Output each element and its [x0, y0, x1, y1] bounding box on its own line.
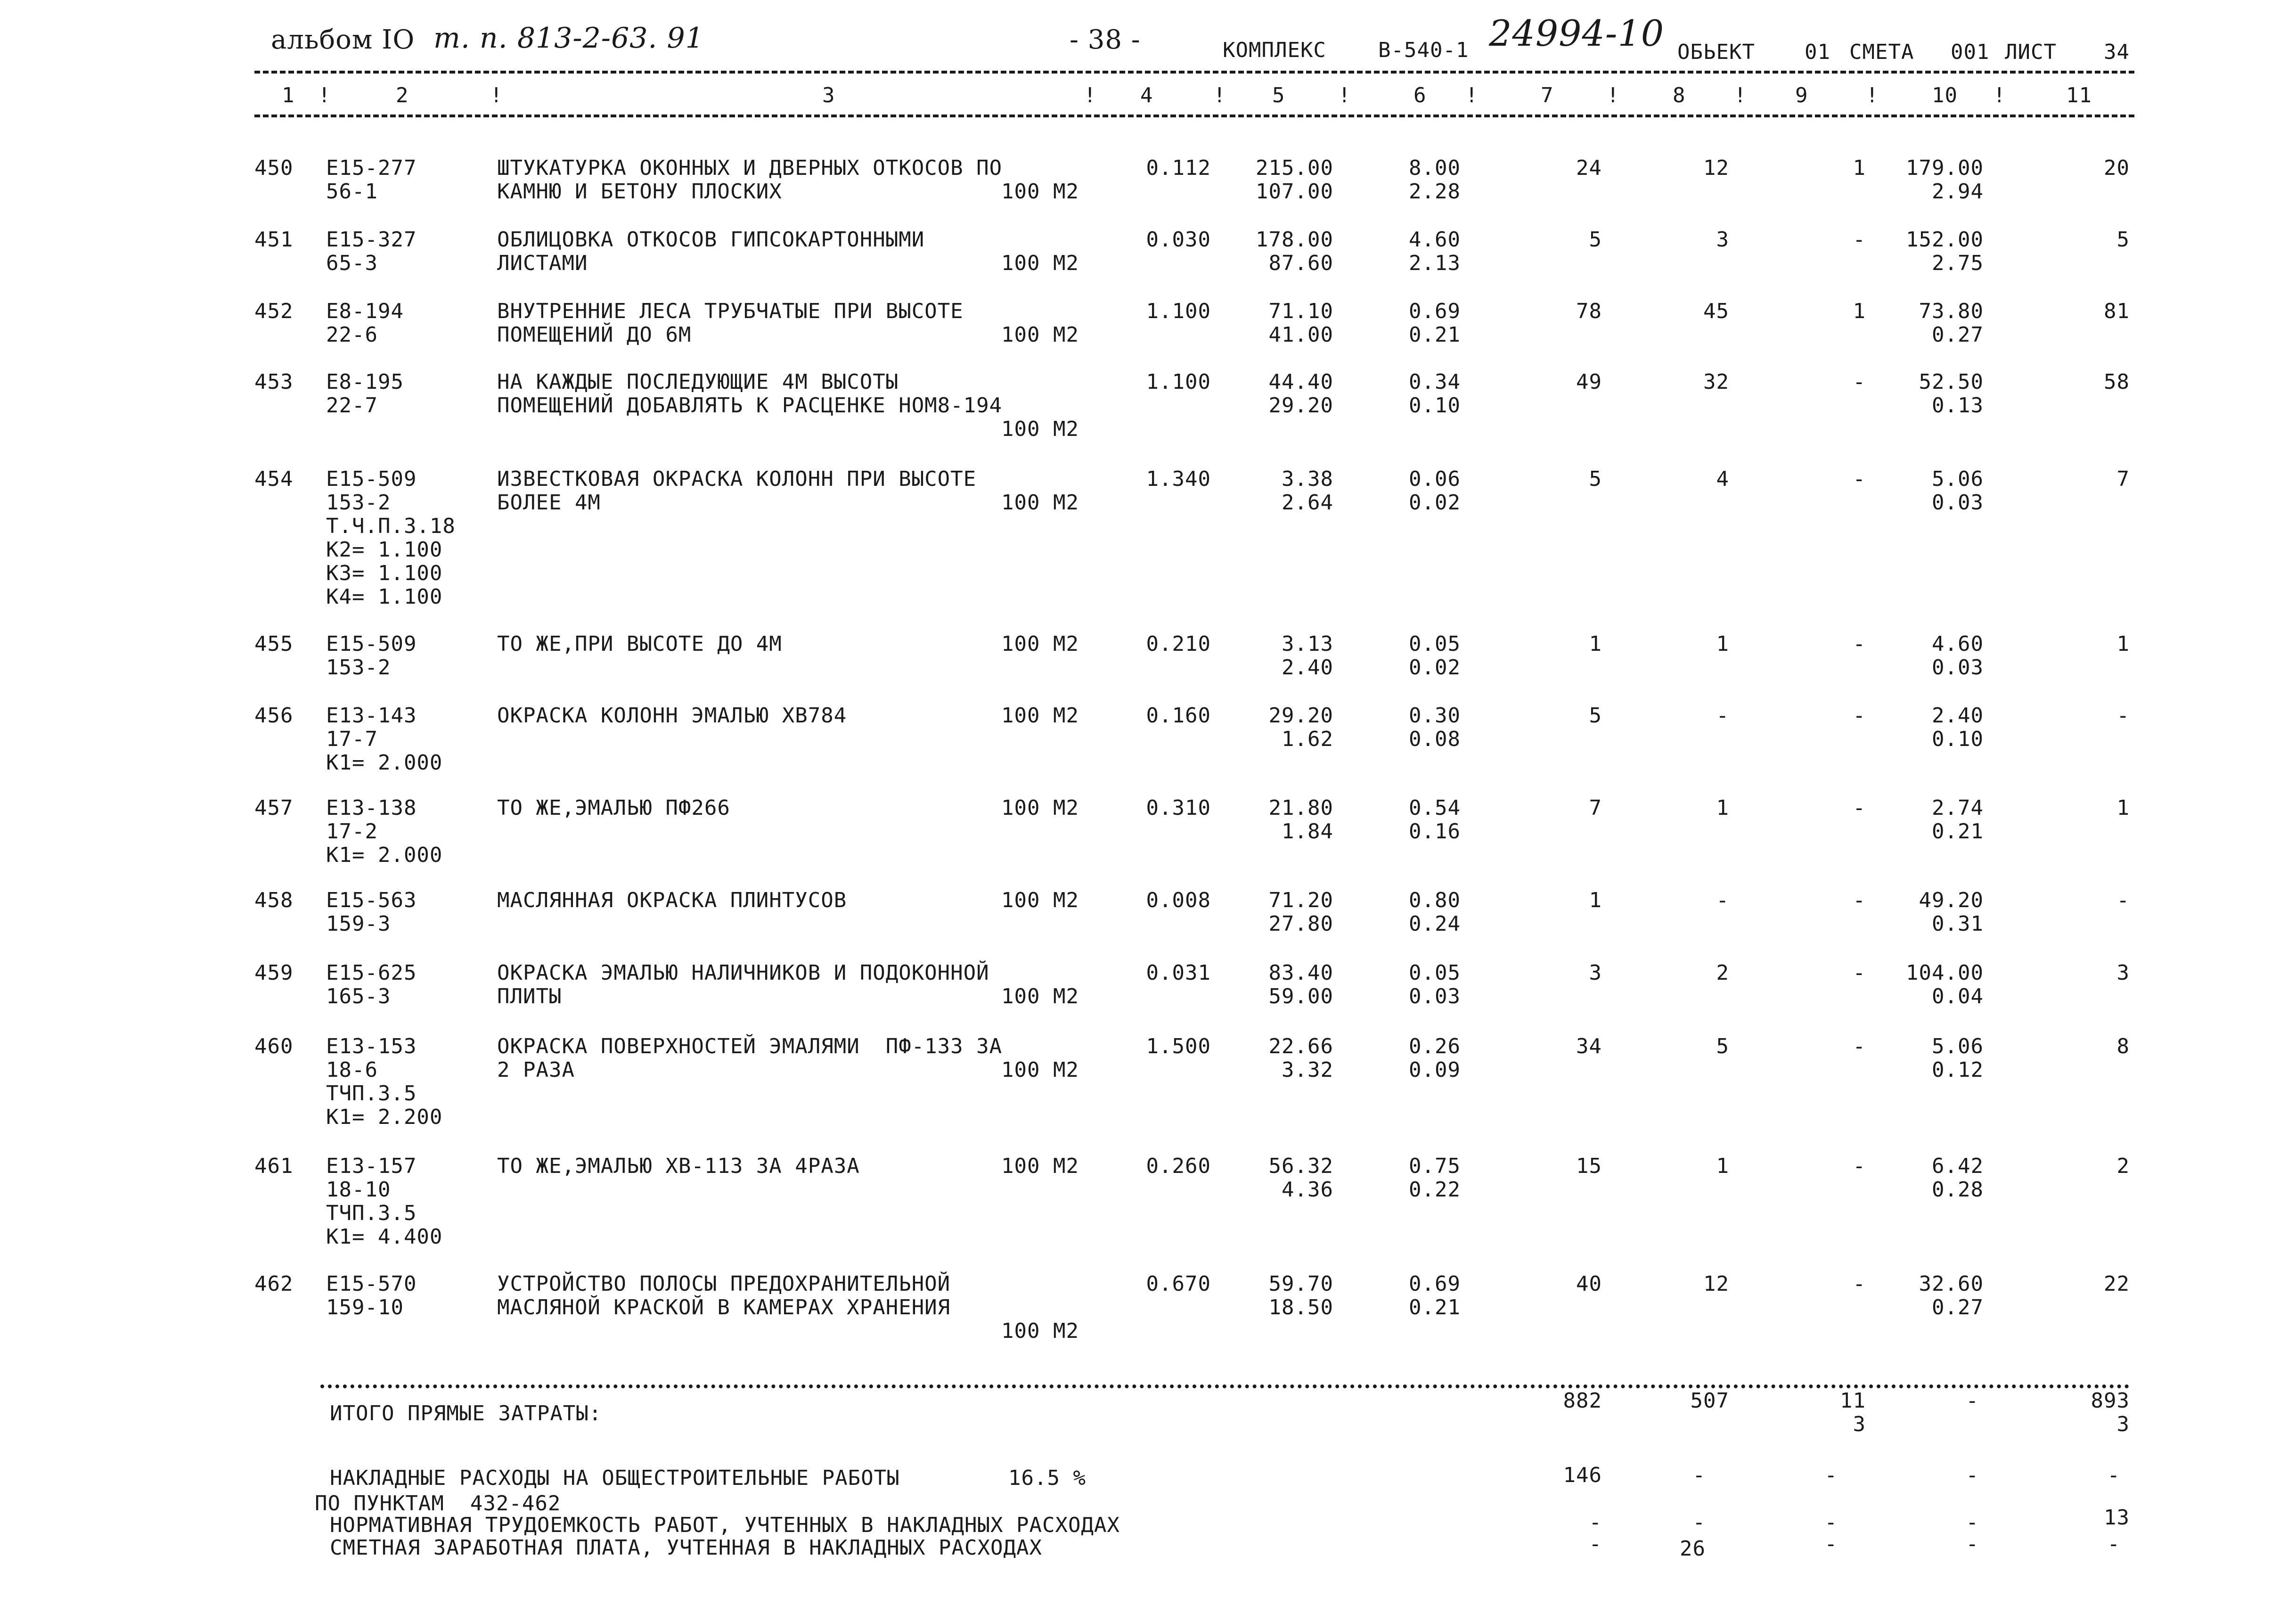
row-code-line: 65-3 [326, 251, 378, 275]
row-col6-total: 0.06 [1409, 467, 1461, 491]
column-separator: ! [490, 83, 503, 107]
row-unit: 100 М2 [1001, 251, 1079, 275]
column-number: 7 [1541, 83, 1554, 107]
row-quantity: 1.340 [1146, 467, 1211, 491]
row-description-line: ПОМЕЩЕНИЙ ДОБАВЛЯТЬ К РАСЦЕНКЕ НОМ8-194 [497, 393, 1003, 418]
row-col11: - [2116, 704, 2130, 728]
row-col5-wage: 41.00 [1268, 323, 1333, 347]
row-unit: 100 М2 [1001, 491, 1079, 515]
row-code-line: Е15-277 [326, 156, 417, 180]
row-col10-total: 6.42 [1932, 1154, 1984, 1178]
row-code-line: Е15-509 [326, 467, 417, 491]
overhead-line-3: НОРМАТИВНАЯ ТРУДОЕМКОСТЬ РАБОТ, УЧТЕННЫХ В НАКЛАДНЫХ РАСХОДАХ [330, 1513, 1120, 1537]
row-code-line: 18-10 [326, 1178, 391, 1202]
row-col10-wage: 0.27 [1932, 1295, 1984, 1319]
row-col10-total: 5.06 [1932, 467, 1984, 491]
row-col5-total: 178.00 [1256, 228, 1333, 252]
row-col10-total: 152.00 [1906, 228, 1984, 252]
row-col7: 5 [1589, 704, 1602, 728]
row-col7: 3 [1589, 961, 1602, 985]
row-col5-total: 3.13 [1282, 632, 1333, 656]
row-col5-total: 3.38 [1282, 467, 1333, 491]
row-unit: 100 М2 [1001, 704, 1079, 728]
row-col5-total: 59.70 [1268, 1272, 1333, 1296]
column-separator: ! [1213, 83, 1226, 107]
overhead-line-1: НАКЛАДНЫЕ РАСХОДЫ НА ОБЩЕСТРОИТЕЛЬНЫЕ РАБОТЫ [330, 1466, 900, 1490]
row-unit: 100 М2 [1001, 323, 1079, 347]
row-col6-wage: 0.21 [1409, 1295, 1461, 1319]
row-unit: 100 М2 [1001, 180, 1079, 204]
row-quantity: 0.260 [1146, 1154, 1211, 1178]
column-separator: ! [1607, 83, 1620, 107]
row-col8: 12 [1703, 156, 1729, 180]
row-col6-wage: 0.24 [1409, 912, 1461, 936]
row-col10-wage: 0.31 [1932, 912, 1984, 936]
overhead-r4-col9: - [1824, 1532, 1838, 1556]
column-number: 6 [1414, 83, 1427, 107]
row-col8: - [1716, 888, 1729, 912]
row-col7: 5 [1589, 228, 1602, 252]
overhead-r4-col8: 26 [1680, 1537, 1706, 1561]
column-number: 1 [282, 83, 295, 107]
row-col11: 8 [2116, 1034, 2130, 1058]
row-col10-wage: 0.12 [1932, 1058, 1984, 1082]
row-unit: 100 М2 [1001, 632, 1079, 656]
row-number: 460 [254, 1034, 294, 1058]
sheet-value: 34 [2104, 40, 2130, 64]
row-col11: 2 [2116, 1154, 2130, 1178]
row-quantity: 1.100 [1146, 299, 1211, 323]
row-number: 453 [254, 370, 294, 394]
row-code-line: К4= 1.100 [326, 585, 443, 609]
row-col10-total: 49.20 [1919, 888, 1984, 912]
totals-col7: 882 [1563, 1389, 1602, 1413]
row-code-line: Е15-563 [326, 888, 417, 912]
row-col6-total: 0.30 [1409, 704, 1461, 728]
row-col10-total: 73.80 [1919, 299, 1984, 323]
row-code-line: Е13-143 [326, 704, 417, 728]
row-col8: 45 [1703, 299, 1729, 323]
row-col6-wage: 0.16 [1409, 819, 1461, 844]
row-unit: 100 М2 [1001, 888, 1079, 912]
row-quantity: 0.210 [1146, 632, 1211, 656]
row-col10-wage: 0.03 [1932, 491, 1984, 515]
row-col10-wage: 0.04 [1932, 984, 1984, 1008]
column-number: 3 [822, 83, 835, 107]
row-col8: 12 [1703, 1272, 1729, 1296]
column-separator: ! [1734, 83, 1747, 107]
totals-col9-second: 3 [1853, 1412, 1866, 1436]
row-description-line: ПЛИТЫ [497, 984, 562, 1008]
row-quantity: 0.008 [1146, 888, 1211, 912]
row-col6-wage: 0.08 [1409, 727, 1461, 751]
row-col11: 1 [2116, 796, 2130, 820]
row-col10-wage: 0.13 [1932, 393, 1984, 418]
row-code-line: 153-2 [326, 655, 391, 680]
row-col8: 4 [1716, 467, 1729, 491]
row-number: 461 [254, 1154, 294, 1178]
row-code-line: 159-3 [326, 912, 391, 936]
row-col5-total: 21.80 [1268, 796, 1333, 820]
row-col7: 1 [1589, 632, 1602, 656]
row-code-line: Е15-327 [326, 228, 417, 252]
row-col5-wage: 87.60 [1268, 251, 1333, 275]
overhead-r1-col11: - [2107, 1463, 2120, 1487]
row-col7: 40 [1576, 1272, 1602, 1296]
row-number: 459 [254, 961, 294, 985]
row-col10-wage: 0.28 [1932, 1178, 1984, 1202]
row-number: 456 [254, 704, 294, 728]
row-col10-total: 4.60 [1932, 632, 1984, 656]
totals-col8: 507 [1690, 1389, 1729, 1413]
column-number: 9 [1795, 83, 1808, 107]
row-number: 454 [254, 467, 294, 491]
row-col5-total: 29.20 [1268, 704, 1333, 728]
row-code-line: Е13-153 [326, 1034, 417, 1058]
column-separator: ! [1338, 83, 1351, 107]
row-col11: 58 [2104, 370, 2130, 394]
row-col9: - [1853, 704, 1866, 728]
row-description-line: МАСЛЯНОЙ КРАСКОЙ В КАМЕРАХ ХРАНЕНИЯ [497, 1295, 951, 1319]
row-col6-total: 4.60 [1409, 228, 1461, 252]
overhead-r4-col10: - [1966, 1532, 1979, 1556]
row-col6-wage: 2.28 [1409, 180, 1461, 204]
row-col10-total: 52.50 [1919, 370, 1984, 394]
row-number: 452 [254, 299, 294, 323]
row-col5-wage: 59.00 [1268, 984, 1333, 1008]
row-col6-wage: 0.03 [1409, 984, 1461, 1008]
complex-code: В-540-1 [1378, 38, 1469, 62]
row-unit: 100 М2 [1001, 984, 1079, 1008]
row-col5-wage: 2.64 [1282, 491, 1333, 515]
row-col6-wage: 0.22 [1409, 1178, 1461, 1202]
row-col5-total: 22.66 [1268, 1034, 1333, 1058]
row-description-line: МАСЛЯННАЯ ОКРАСКА ПЛИНТУСОВ [497, 888, 847, 912]
column-number: 4 [1140, 83, 1153, 107]
row-number: 458 [254, 888, 294, 912]
overhead-r4-col7: - [1589, 1532, 1602, 1556]
row-description-line: ЛИСТАМИ [497, 251, 588, 275]
row-col6-total: 0.75 [1409, 1154, 1461, 1178]
row-number: 462 [254, 1272, 294, 1296]
row-col10-total: 32.60 [1919, 1272, 1984, 1296]
row-quantity: 1.500 [1146, 1034, 1211, 1058]
estimate-value: 001 [1951, 40, 1990, 64]
overhead-percent: 16.5 % [1008, 1466, 1086, 1490]
row-quantity: 0.112 [1146, 156, 1211, 180]
row-col5-wage: 18.50 [1268, 1295, 1333, 1319]
row-col10-total: 2.74 [1932, 796, 1984, 820]
row-col5-wage: 2.40 [1282, 655, 1333, 680]
row-col10-wage: 0.10 [1932, 727, 1984, 751]
row-col6-wage: 0.02 [1409, 491, 1461, 515]
row-quantity: 0.160 [1146, 704, 1211, 728]
row-description-line: ТО ЖЕ,ЭМАЛЬЮ ПФ266 [497, 796, 730, 820]
column-separator: ! [1084, 83, 1097, 107]
row-number: 451 [254, 228, 294, 252]
row-col6-total: 0.80 [1409, 888, 1461, 912]
row-number: 450 [254, 156, 294, 180]
column-separator: ! [318, 83, 331, 107]
overhead-r1-col7: 146 [1563, 1463, 1602, 1487]
row-col9: - [1853, 961, 1866, 985]
row-col9: - [1853, 1034, 1866, 1058]
row-col5-wage: 1.62 [1282, 727, 1333, 751]
row-quantity: 1.100 [1146, 370, 1211, 394]
overhead-r3-col11: 13 [2104, 1506, 2130, 1530]
row-col11: 81 [2104, 299, 2130, 323]
row-col9: - [1853, 632, 1866, 656]
row-col7: 5 [1589, 467, 1602, 491]
complex-label: КОМПЛЕКС [1223, 38, 1326, 62]
row-col6-total: 0.05 [1409, 961, 1461, 985]
row-code-line: К2= 1.100 [326, 538, 443, 562]
totals-col9: 11 [1840, 1389, 1866, 1413]
row-unit: 100 М2 [1001, 1154, 1079, 1178]
row-col8: 1 [1716, 1154, 1729, 1178]
row-description-line: ОКРАСКА ПОВЕРХНОСТЕЙ ЭМАЛЯМИ ПФ-133 ЗА [497, 1034, 1003, 1058]
tp-number: т. п. 813-2-63. 91 [433, 22, 704, 55]
row-col11: 22 [2104, 1272, 2130, 1296]
estimate-label: СМЕТА [1849, 40, 1914, 64]
row-code-line: 17-2 [326, 819, 378, 844]
row-description-line: БОЛЕЕ 4М [497, 491, 601, 515]
overhead-r1-col10: - [1966, 1463, 1979, 1487]
row-col10-wage: 0.21 [1932, 819, 1984, 844]
totals-col10: - [1966, 1389, 1979, 1413]
row-description-line: ОКРАСКА КОЛОНН ЭМАЛЬЮ ХВ784 [497, 704, 847, 728]
row-col6-wage: 2.13 [1409, 251, 1461, 275]
overhead-r3-col8: - [1692, 1510, 1706, 1534]
row-description-line: ТО ЖЕ,ЭМАЛЬЮ ХВ-113 ЗА 4РАЗА [497, 1154, 860, 1178]
row-col6-total: 0.26 [1409, 1034, 1461, 1058]
row-col9: - [1853, 467, 1866, 491]
row-col5-wage: 1.84 [1282, 819, 1333, 844]
row-description-line: НА КАЖДЫЕ ПОСЛЕДУЮЩИЕ 4М ВЫСОТЫ [497, 370, 899, 394]
row-code-line: Е8-195 [326, 370, 404, 394]
row-col9: - [1853, 796, 1866, 820]
row-col6-wage: 0.21 [1409, 323, 1461, 347]
row-number: 455 [254, 632, 294, 656]
row-quantity: 0.031 [1146, 961, 1211, 985]
row-col11: - [2116, 888, 2130, 912]
row-col7: 34 [1576, 1034, 1602, 1058]
row-col10-total: 179.00 [1906, 156, 1984, 180]
row-unit: 100 М2 [1001, 796, 1079, 820]
row-col9: - [1853, 1154, 1866, 1178]
row-quantity: 0.310 [1146, 796, 1211, 820]
row-col5-wage: 27.80 [1268, 912, 1333, 936]
row-col10-total: 2.40 [1932, 704, 1984, 728]
row-col6-total: 0.69 [1409, 299, 1461, 323]
row-col10-wage: 2.94 [1932, 180, 1984, 204]
overhead-r1-col8: - [1692, 1463, 1706, 1487]
row-code-line: К1= 2.000 [326, 843, 443, 867]
header-rule-top [254, 71, 2134, 74]
row-description-line: ПОМЕЩЕНИЙ ДО 6М [497, 323, 692, 347]
row-code-line: Т.Ч.П.3.18 [326, 514, 456, 538]
row-col5-wage: 3.32 [1282, 1058, 1333, 1082]
column-separator: ! [1866, 83, 1879, 107]
row-col7: 7 [1589, 796, 1602, 820]
row-col9: - [1853, 1272, 1866, 1296]
row-col6-total: 0.34 [1409, 370, 1461, 394]
totals-col11-second: 3 [2116, 1412, 2130, 1436]
overhead-r3-col10: - [1966, 1510, 1979, 1534]
overhead-r3-col7: - [1589, 1510, 1602, 1534]
row-code-line: Е15-509 [326, 632, 417, 656]
row-col7: 1 [1589, 888, 1602, 912]
row-code-line: К1= 4.400 [326, 1225, 443, 1249]
row-code-line: 56-1 [326, 180, 378, 204]
row-col10-total: 5.06 [1932, 1034, 1984, 1058]
row-col9: - [1853, 370, 1866, 394]
row-col10-wage: 0.03 [1932, 655, 1984, 680]
row-code-line: 17-7 [326, 727, 378, 751]
row-code-line: К1= 2.200 [326, 1105, 443, 1129]
row-description-line: ОКРАСКА ЭМАЛЬЮ НАЛИЧНИКОВ И ПОДОКОННОЙ [497, 961, 989, 985]
row-col5-total: 71.10 [1268, 299, 1333, 323]
row-col7: 49 [1576, 370, 1602, 394]
sheet-label: ЛИСТ [2005, 40, 2057, 64]
row-col5-total: 56.32 [1268, 1154, 1333, 1178]
row-col8: 32 [1703, 370, 1729, 394]
row-col7: 78 [1576, 299, 1602, 323]
row-col9: - [1853, 228, 1866, 252]
row-unit: 100 М2 [1001, 1319, 1079, 1343]
row-description-line: УСТРОЙСТВО ПОЛОСЫ ПРЕДОХРАНИТЕЛЬНОЙ [497, 1272, 951, 1296]
row-col8: 3 [1716, 228, 1729, 252]
row-code-line: Е13-157 [326, 1154, 417, 1178]
row-col8: - [1716, 704, 1729, 728]
row-col5-total: 71.20 [1268, 888, 1333, 912]
object-label: ОБЬЕКТ [1677, 40, 1755, 64]
column-number: 8 [1673, 83, 1686, 107]
row-code-line: 153-2 [326, 491, 391, 515]
row-col7: 15 [1576, 1154, 1602, 1178]
row-col10-wage: 0.27 [1932, 323, 1984, 347]
row-col8: 1 [1716, 632, 1729, 656]
overhead-line-2: ПО ПУНКТАМ 432-462 [315, 1491, 561, 1516]
row-col5-total: 83.40 [1268, 961, 1333, 985]
row-col6-total: 8.00 [1409, 156, 1461, 180]
row-col5-total: 215.00 [1256, 156, 1333, 180]
page-number: - 38 - [1070, 25, 1141, 55]
row-code-line: 22-7 [326, 393, 378, 418]
row-code-line: ТЧП.3.5 [326, 1201, 417, 1225]
column-number: 10 [1932, 83, 1958, 107]
row-code-line: Е13-138 [326, 796, 417, 820]
totals-dotted-rule [320, 1384, 2130, 1388]
overhead-r3-col9: - [1824, 1510, 1838, 1534]
column-number: 5 [1272, 83, 1285, 107]
row-col5-wage: 107.00 [1256, 180, 1333, 204]
totals-label: ИТОГО ПРЯМЫЕ ЗАТРАТЫ: [330, 1401, 602, 1425]
row-col5-wage: 4.36 [1282, 1178, 1333, 1202]
row-code-line: Е8-194 [326, 299, 404, 323]
row-code-line: Е15-570 [326, 1272, 417, 1296]
row-description-line: 2 РАЗА [497, 1058, 575, 1082]
row-code-line: 159-10 [326, 1295, 404, 1319]
row-col5-total: 44.40 [1268, 370, 1333, 394]
overhead-r4-col11: - [2107, 1532, 2120, 1556]
row-col6-wage: 0.10 [1409, 393, 1461, 418]
row-number: 457 [254, 796, 294, 820]
row-col9: - [1853, 888, 1866, 912]
overhead-r1-col9: - [1824, 1463, 1838, 1487]
row-unit: 100 М2 [1001, 417, 1079, 441]
row-col11: 7 [2116, 467, 2130, 491]
row-code-line: К3= 1.100 [326, 561, 443, 585]
row-code-line: 22-6 [326, 323, 378, 347]
row-col8: 5 [1716, 1034, 1729, 1058]
album-label: альбом IO [271, 25, 415, 55]
object-value: 01 [1805, 40, 1830, 64]
row-col6-total: 0.54 [1409, 796, 1461, 820]
overhead-line-4: СМЕТНАЯ ЗАРАБОТНАЯ ПЛАТА, УЧТЕННАЯ В НАКЛАДНЫХ РАСХОДАХ [330, 1536, 1042, 1560]
row-col6-wage: 0.02 [1409, 655, 1461, 680]
row-col11: 5 [2116, 228, 2130, 252]
row-col10-wage: 2.75 [1932, 251, 1984, 275]
row-description-line: ОБЛИЦОВКА ОТКОСОВ ГИПСОКАРТОННЫМИ [497, 228, 925, 252]
column-separator: ! [1993, 83, 2006, 107]
row-code-line: Е15-625 [326, 961, 417, 985]
row-col11: 1 [2116, 632, 2130, 656]
complex-number: 24994-10 [1489, 12, 1665, 54]
row-code-line: К1= 2.000 [326, 751, 443, 775]
row-col11: 20 [2104, 156, 2130, 180]
row-col11: 3 [2116, 961, 2130, 985]
row-col6-total: 0.69 [1409, 1272, 1461, 1296]
row-quantity: 0.030 [1146, 228, 1211, 252]
row-unit: 100 М2 [1001, 1058, 1079, 1082]
row-col6-total: 0.05 [1409, 632, 1461, 656]
row-quantity: 0.670 [1146, 1272, 1211, 1296]
row-col9: 1 [1853, 156, 1866, 180]
row-col9: 1 [1853, 299, 1866, 323]
row-description-line: ИЗВЕСТКОВАЯ ОКРАСКА КОЛОНН ПРИ ВЫСОТЕ [497, 467, 977, 491]
row-code-line: 165-3 [326, 984, 391, 1008]
row-description-line: ВНУТРЕННИЕ ЛЕСА ТРУБЧАТЫЕ ПРИ ВЫСОТЕ [497, 299, 964, 323]
row-col8: 1 [1716, 796, 1729, 820]
row-code-line: ТЧП.3.5 [326, 1081, 417, 1106]
column-number: 2 [396, 83, 409, 107]
row-col10-total: 104.00 [1906, 961, 1984, 985]
row-col5-wage: 29.20 [1268, 393, 1333, 418]
row-description-line: ШТУКАТУРКА ОКОННЫХ И ДВЕРНЫХ ОТКОСОВ ПО [497, 156, 1003, 180]
totals-col11: 893 [2091, 1389, 2130, 1413]
header-rule-bottom [254, 115, 2134, 117]
row-description-line: КАМНЮ И БЕТОНУ ПЛОСКИХ [497, 180, 782, 204]
column-number: 11 [2066, 83, 2092, 107]
row-col7: 24 [1576, 156, 1602, 180]
row-col6-wage: 0.09 [1409, 1058, 1461, 1082]
row-code-line: 18-6 [326, 1058, 378, 1082]
column-separator: ! [1465, 83, 1479, 107]
row-col8: 2 [1716, 961, 1729, 985]
row-description-line: ТО ЖЕ,ПРИ ВЫСОТЕ ДО 4М [497, 632, 782, 656]
